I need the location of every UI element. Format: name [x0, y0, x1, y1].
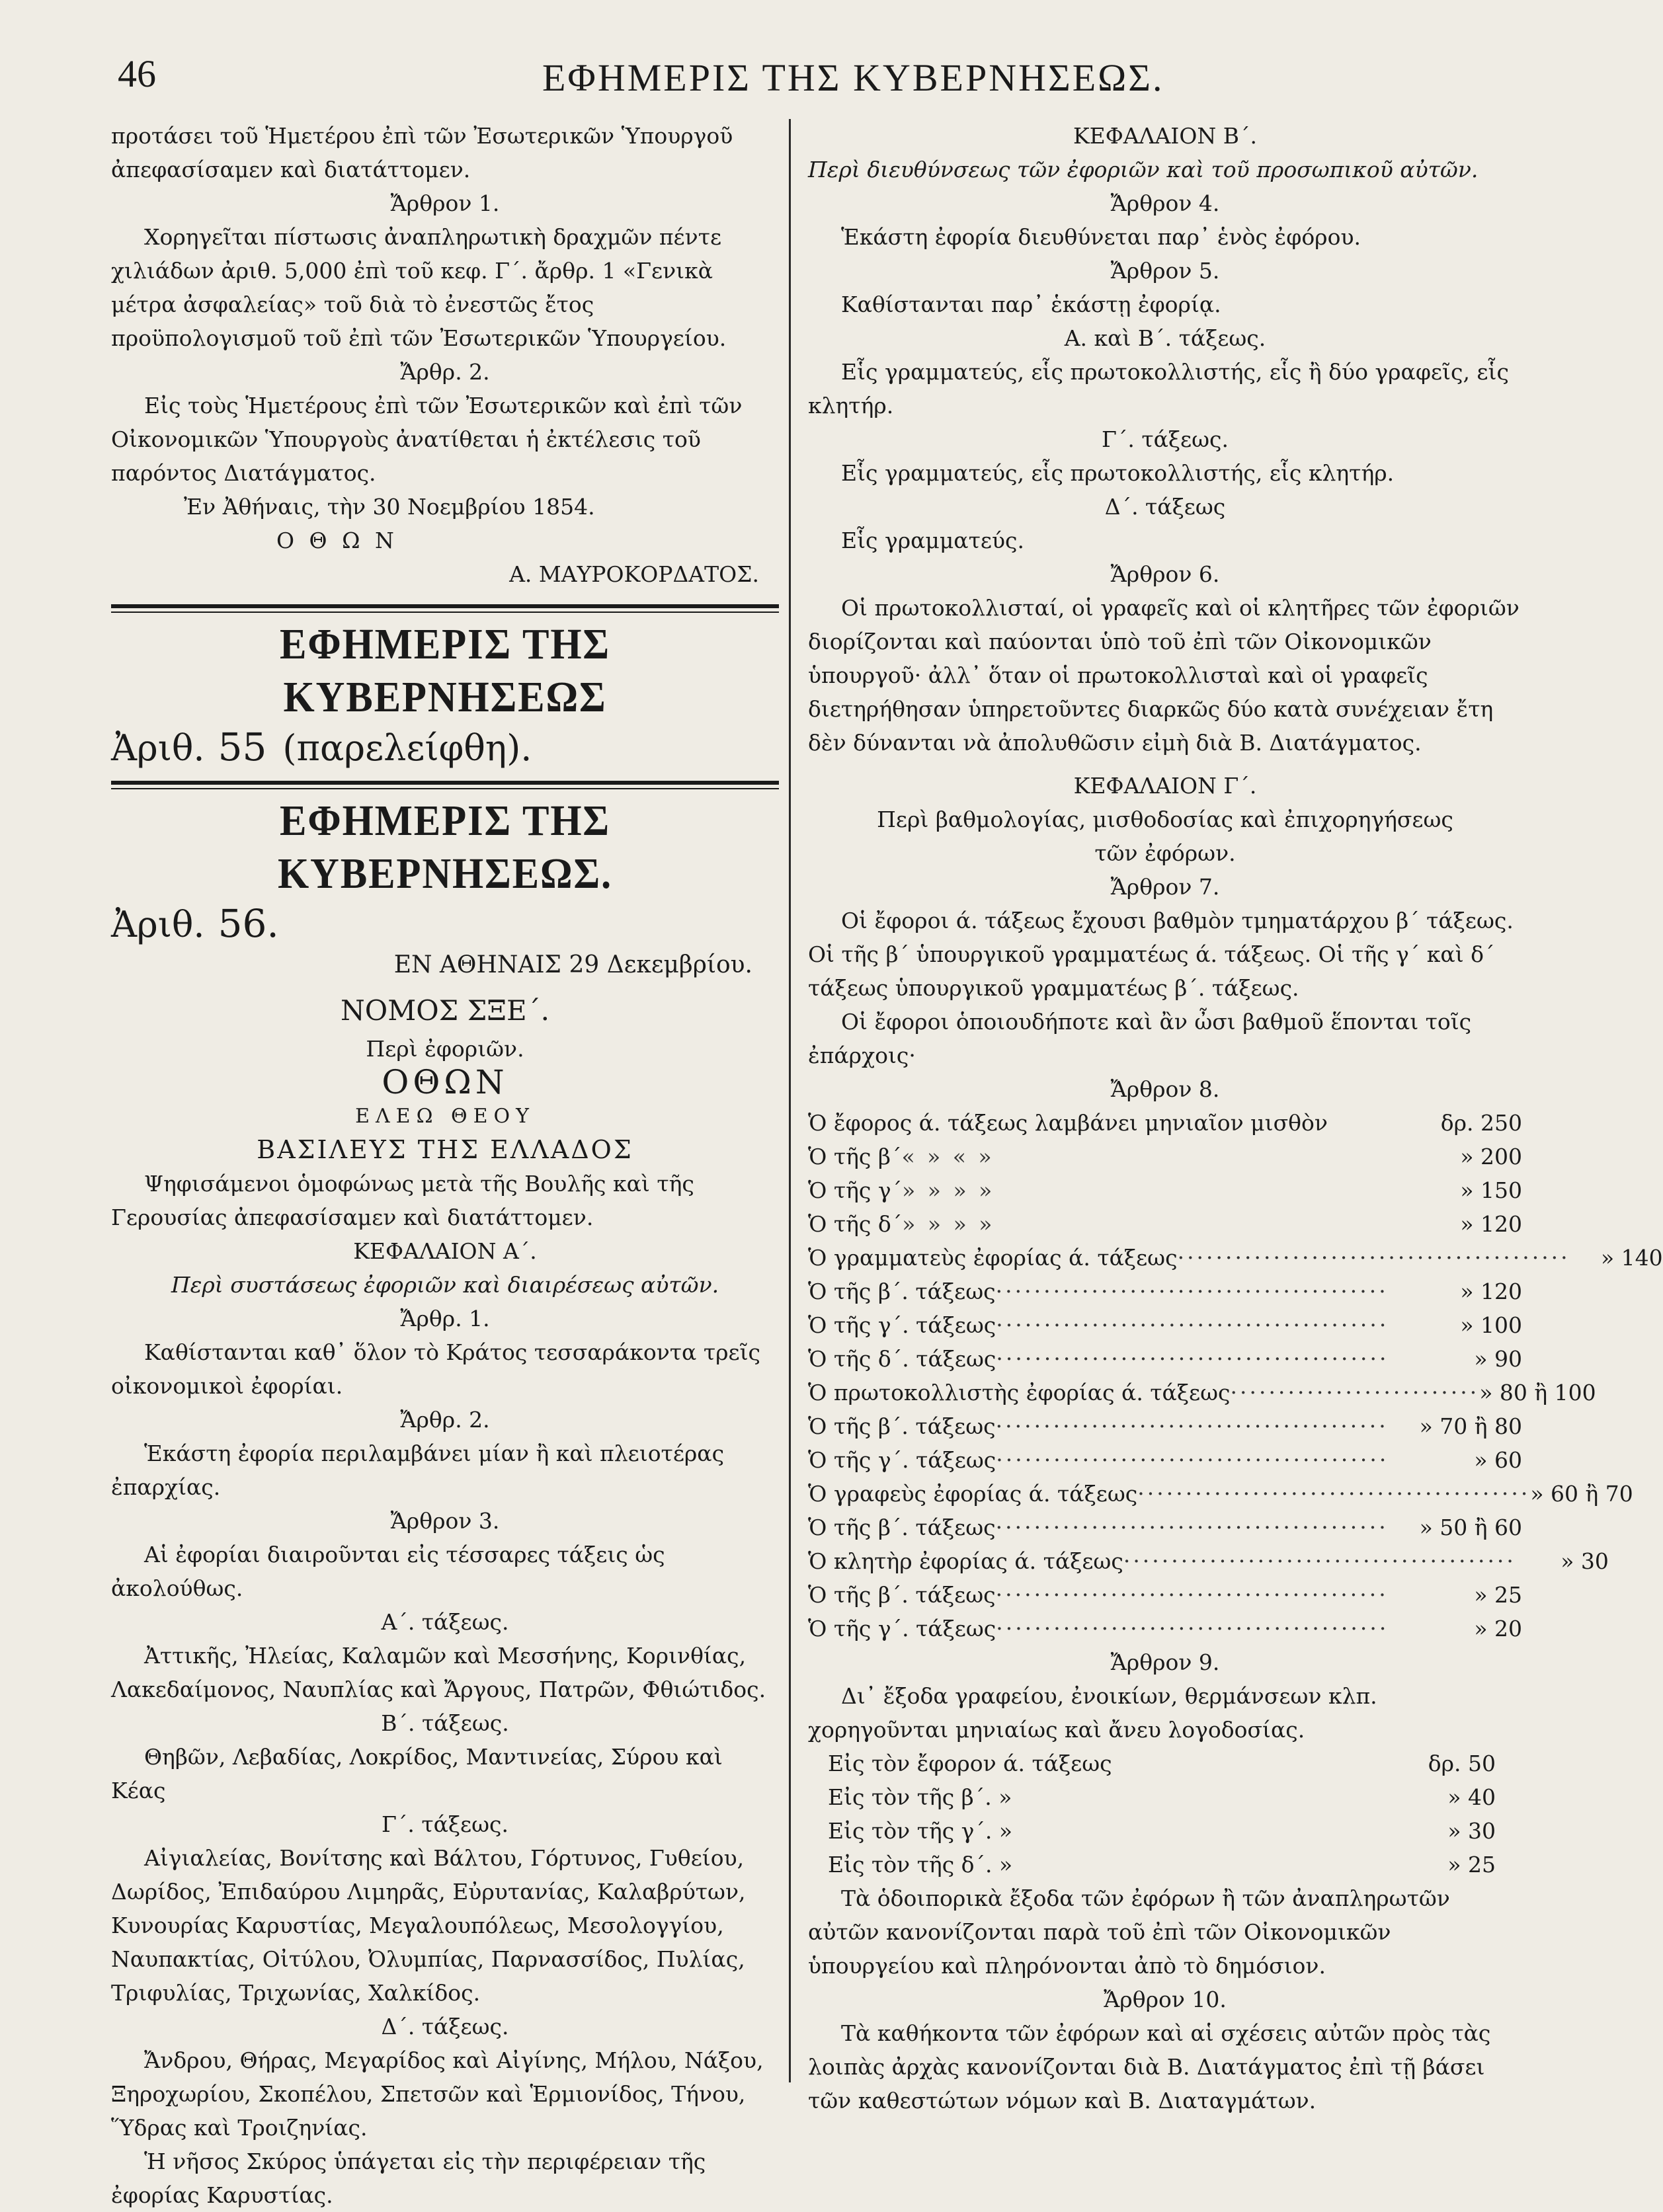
issue-prefix: Ἀριθ.	[111, 904, 205, 945]
salary-leader: ·········································	[995, 1515, 1389, 1540]
salary-row	[808, 1342, 1522, 1376]
expense-row	[808, 1814, 1522, 1848]
salary-value: » 25	[1474, 1582, 1522, 1608]
salary-value: » 60	[1474, 1447, 1522, 1473]
column-divider	[789, 119, 791, 2082]
salary-leader: ·········································	[1177, 1245, 1570, 1271]
expense-row	[808, 1747, 1522, 1780]
salary-leader: » » » »	[902, 1211, 995, 1237]
salary-label: Ὁ τῆς δ΄	[808, 1211, 903, 1237]
expense-label: Εἰς τὸν τῆς δ΄. »	[828, 1852, 1013, 1877]
article-title: Ἄρθρ. 2.	[400, 1407, 490, 1433]
salary-value: δρ. 250	[1440, 1110, 1522, 1136]
king-title: ΒΑΣΙΛΕΥΣ ΤΗΣ ΕΛΛΑΔΟΣ	[257, 1135, 633, 1164]
chapter-heading: ΚΕΦΑΛΑΙΟΝ Β΄.	[1073, 123, 1257, 149]
salary-leader: ··························	[1230, 1380, 1480, 1405]
salary-value: » 120	[1460, 1279, 1522, 1304]
staff-list: Εἷς γραμματεύς.	[841, 528, 1024, 553]
expense-row	[808, 1848, 1522, 1881]
running-title: ΕΦΗΜΕΡΙΣ ΤΗΣ ΚΥΒΕΡΝΗΣΕΩΣ.	[542, 56, 1164, 99]
salary-label: Ὁ πρωτοκολλιστὴς ἐφορίας ά. τάξεως	[808, 1380, 1231, 1405]
article-text: Οἱ ἔφοροι ὁποιουδήποτε καὶ ἂν ὦσι βαθμοῦ ἕπονται τοῖς ἐπάρχοις·	[808, 1009, 1472, 1068]
salary-row	[808, 1443, 1522, 1477]
salary-label: Ὁ τῆς δ΄. τάξεως	[808, 1346, 996, 1372]
salary-leader: ·········································	[995, 1582, 1389, 1608]
salary-leader: ·········································	[996, 1346, 1389, 1372]
article-text: Τὰ ὁδοιπορικὰ ἔξοδα τῶν ἐφόρων ἢ τῶν ἀναπληρωτῶν αὐτῶν κανονίζονται παρὰ τοῦ ἐπὶ τῶν Οἰκονομικῶν ὑπουργείου καὶ πληρόνονται ἀπὸ τὸ δημόσιον.	[808, 1885, 1450, 1979]
law-title: ΝΟΜΟΣ ΣΞΕ΄.	[341, 994, 549, 1027]
issue-date: ΕΝ ΑΘΗΝΑΙΣ 29 Δεκεμβρίου.	[393, 951, 752, 978]
salary-label: Ὁ τῆς β΄	[808, 1144, 902, 1169]
salary-label: Ὁ τῆς γ΄. τάξεως	[808, 1616, 996, 1641]
salary-label: Ὁ τῆς γ΄. τάξεως	[808, 1312, 996, 1338]
expense-table	[808, 1747, 1522, 1881]
expense-value: » 30	[1447, 1818, 1496, 1844]
article-title: Ἄρθρον 5.	[1110, 258, 1220, 284]
salary-leader: « » « »	[901, 1144, 994, 1169]
article-title: Ἄρθρον 9.	[1110, 1649, 1220, 1675]
article-text: Χορηγεῖται πίστωσις ἀναπληρωτικὴ δραχμῶν πέντε χιλιάδων ἀριθ. 5,000 ἐπὶ τοῦ κεφ. Γ΄. ἄρθρ. 1 «Γενικὰ μέτρα ἀσφαλείας» τοῦ διὰ τὸ ἐνεστῶς ἔτος προϋπολογισμοῦ τοῦ ἐπὶ τῶν Ἐσωτερικῶν Ὑπουργείου.	[111, 224, 727, 351]
issue-prefix: Ἀριθ.	[111, 727, 205, 769]
article-text: Εἰς τοὺς Ἡμετέρους ἐπὶ τῶν Ἐσωτερικῶν καὶ ἐπὶ τῶν Οἰκονομικῶν Ὑπουργοὺς ἀνατίθεται ἡ ἐκτέλεσις τοῦ παρόντος Διατάγματος.	[111, 393, 743, 486]
expense-label: Εἰς τὸν ἔφορον ά. τάξεως	[828, 1751, 1112, 1776]
salary-leader: ·········································	[995, 1413, 1389, 1439]
signature-king: Ο Θ Ω Ν	[276, 528, 398, 553]
article-text: Οἱ ἔφοροι ά. τάξεως ἔχουσι βαθμὸν τμηματάρχου β΄ τάξεως. Οἱ τῆς β΄ ὑπουργικοῦ γραμματέως ά. τάξεως. Οἱ τῆς γ΄ καὶ δ΄ τάξεως ὑπουργικοῦ γραμματέως β΄. τάξεως.	[808, 908, 1514, 1001]
chapter-subject-cont: τῶν ἐφόρων.	[1094, 840, 1236, 866]
salary-row	[808, 1409, 1522, 1443]
salary-label: Ὁ τῆς β΄. τάξεως	[808, 1413, 996, 1439]
expense-value: δρ. 50	[1428, 1751, 1496, 1776]
salary-value: » 100	[1460, 1312, 1522, 1338]
class-heading: Γ΄. τάξεως.	[381, 1811, 509, 1837]
salary-label: Ὁ γραφεὺς ἐφορίας ά. τάξεως	[808, 1481, 1138, 1507]
double-rule	[111, 604, 779, 613]
class-list: Ἀττικῆς, Ἠλείας, Καλαμῶν καὶ Μεσσήνης, Κορινθίας, Λακεδαίμονος, Ναυπλίας καὶ Ἄργους, Πατρῶν, Φθιώτιδος.	[111, 1643, 766, 1702]
class-heading: Α΄. τάξεως.	[381, 1609, 509, 1635]
salary-row	[808, 1241, 1663, 1275]
intro-paragraph: προτάσει τοῦ Ἡμετέρου ἐπὶ τῶν Ἐσωτερικῶν Ὑπουργοῦ ἀπεφασίσαμεν καὶ διατάττομεν.	[111, 123, 733, 182]
salary-leader: ·········································	[1137, 1481, 1531, 1507]
issue-line	[111, 724, 779, 771]
issue-note: (παρελείφθη).	[282, 727, 532, 769]
salary-leader: ·········································	[996, 1312, 1389, 1338]
class-heading: Δ΄. τάξεως.	[381, 2014, 509, 2039]
salary-value: » 60 ἢ 70	[1530, 1481, 1633, 1507]
gazette-title: ΕΦΗΜΕΡΙΣ ΤΗΣ ΚΥΒΕΡΝΗΣΕΩΣ.	[277, 797, 613, 898]
article-text: Αἱ ἐφορίαι διαιροῦνται εἰς τέσσαρες τάξεις ὡς ἀκολούθως.	[111, 1542, 665, 1601]
article-text: Ἑκάστη ἐφορία διευθύνεται παρ᾿ ἑνὸς ἐφόρου.	[841, 224, 1361, 250]
class-list: Θηβῶν, Λεβαδίας, Λοκρίδος, Μαντινείας, Σύρου καὶ Κέας	[111, 1744, 723, 1803]
preamble: Ψηφισάμενοι ὁμοφώνως μετὰ τῆς Βουλῆς καὶ τῆς Γερουσίας ἀπεφασίσαμεν καὶ διατάττομεν.	[111, 1171, 694, 1230]
salary-row	[808, 1106, 1522, 1140]
class-heading: Γ΄. τάξεως.	[1101, 426, 1229, 452]
salary-row	[808, 1173, 1522, 1207]
salary-row	[808, 1578, 1522, 1612]
class-list: Ἄνδρου, Θήρας, Μεγαρίδος καὶ Αἰγίνης, Μήλου, Νάξου, Ξηροχωρίου, Σκοπέλου, Σπετσῶν καὶ Ἑρμιονίδος, Τήνου, Ὕδρας καὶ Τροιζηνίας.	[111, 2047, 764, 2141]
salary-value: » 20	[1474, 1616, 1522, 1641]
salary-row	[808, 1612, 1522, 1645]
salary-label: Ὁ γραμματεὺς ἐφορίας ά. τάξεως	[808, 1245, 1178, 1271]
law-subject: Περὶ ἐφοριῶν.	[366, 1036, 524, 1062]
class-list: Αἰγιαλείας, Βονίτσης καὶ Βάλτου, Γόρτυνος, Γυθείου, Δωρίδος, Ἐπιδαύρου Λιμηρᾶς, Εὐρυτανίας, Καλαβρύτων, Κυνουρίας Καρυστίας, Μεγαλουπόλεως, Μεσολογγίου, Ναυπακτίας, Οἰτύλου, Ὀλυμπίας, Παρνασσίδος, Πυλίας, Τριφυλίας, Τριχωνίας, Χαλκίδος.	[111, 1845, 746, 2006]
salary-leader: ·········································	[1123, 1548, 1516, 1574]
article-title: Ἄρθρον 6.	[1110, 561, 1220, 587]
salary-value: » 70 ἢ 80	[1419, 1413, 1522, 1439]
salary-row	[808, 1140, 1522, 1173]
article-title: Ἄρθρον 3.	[390, 1508, 500, 1534]
gazette-title: ΕΦΗΜΕΡΙΣ ΤΗΣ ΚΥΒΕΡΝΗΣΕΩΣ	[280, 620, 610, 721]
article-title: Ἄρθρον 7.	[1110, 874, 1220, 900]
expense-label: Εἰς τὸν τῆς γ΄. »	[828, 1818, 1013, 1844]
page-number: 46	[118, 52, 156, 95]
salary-row	[808, 1376, 1596, 1409]
chapter-subject: Περὶ διευθύνσεως τῶν ἐφοριῶν καὶ τοῦ προσωπικοῦ αὐτῶν.	[808, 157, 1479, 182]
article-text: Τὰ καθήκοντα τῶν ἐφόρων καὶ αἱ σχέσεις αὐτῶν πρὸς τὰς λοιπὰς ἀρχὰς κανονίζονται διὰ Β. Διατάγματος ἐπὶ τῇ βάσει τῶν καθεστώτων νόμων καὶ Β. Διαταγμάτων.	[808, 2020, 1491, 2113]
salary-label: Ὁ τῆς γ΄	[808, 1177, 903, 1203]
staff-list: Εἷς γραμματεύς, εἷς πρωτοκολλιστής, εἷς ἢ δύο γραφεῖς, εἷς κλητήρ.	[808, 359, 1509, 418]
double-rule	[111, 781, 779, 789]
salary-row	[808, 1544, 1609, 1578]
salary-table	[808, 1106, 1663, 1645]
left-column	[111, 119, 779, 2212]
salary-leader: ·········································	[996, 1616, 1389, 1641]
class-heading: Δ΄. τάξεως	[1104, 494, 1226, 520]
salary-value: » 80 ἢ 100	[1479, 1380, 1596, 1405]
chapter-heading: ΚΕΦΑΛΑΙΟΝ Γ΄.	[1073, 773, 1257, 799]
salary-leader: ·········································	[996, 1447, 1389, 1473]
article-title: Ἄρθρον 4.	[1110, 190, 1220, 216]
chapter-subject: Περὶ βαθμολογίας, μισθοδοσίας καὶ ἐπιχορηγήσεως	[877, 807, 1453, 832]
article-title: Ἄρθρον 1.	[390, 190, 500, 216]
king-name: ΟΘΩΝ	[382, 1063, 508, 1101]
chapter-heading: ΚΕΦΑΛΑΙΟΝ Α΄.	[353, 1238, 537, 1264]
salary-value: » 120	[1460, 1211, 1522, 1237]
salary-label: Ὁ ἔφορος ά. τάξεως λαμβάνει μηνιαῖον μισθὸν	[808, 1110, 1328, 1136]
staff-list: Εἷς γραμματεύς, εἷς πρωτοκολλιστής, εἷς κλητήρ.	[841, 460, 1395, 486]
right-column	[808, 119, 1663, 2117]
salary-value: » 50 ἢ 60	[1419, 1515, 1522, 1540]
expense-row	[808, 1780, 1522, 1814]
salary-label: Ὁ τῆς γ΄. τάξεως	[808, 1447, 996, 1473]
article-text: Καθίστανται καθ᾿ ὅλον τὸ Κράτος τεσσαράκοντα τρεῖς οἰκονομικοὶ ἐφορίαι.	[111, 1339, 760, 1399]
salary-value: » 90	[1474, 1346, 1522, 1372]
article-title: Ἄρθρον 8.	[1110, 1076, 1220, 1102]
article-title: Ἄρθρ. 1.	[400, 1306, 490, 1331]
class-heading: Α. καὶ Β΄. τάξεως.	[1064, 325, 1266, 351]
article-text: Οἱ πρωτοκολλισταί, οἱ γραφεῖς καὶ οἱ κλητῆρες τῶν ἐφοριῶν διορίζονται καὶ παύονται ὑπὸ τοῦ ἐπὶ τῶν Οἰκονομικῶν ὑπουργοῦ· ἀλλ᾿ ὅταν οἱ πρωτοκολλισταὶ καὶ οἱ γραφεῖς διετηρήθησαν ὑπηρετοῦντες διαρκῶς δύο κατὰ συνέχειαν ἔτη δὲν δύνανται νὰ ἀπολυθῶσιν εἰμὴ διὰ Β. Διατάγματος.	[808, 595, 1520, 756]
expense-value: » 25	[1447, 1852, 1496, 1877]
skyros-note: Ἡ νῆσος Σκύρος ὑπάγεται εἰς τὴν περιφέρειαν τῆς ἐφορίας Καρυστίας.	[111, 2149, 706, 2208]
chapter-subject: Περὶ συστάσεως ἐφοριῶν καὶ διαιρέσεως αὐτῶν.	[171, 1272, 719, 1298]
issue-number: 56.	[218, 901, 279, 946]
signature-minister: Α. ΜΑΥΡΟΚΟΡΔΑΤΟΣ.	[509, 561, 759, 587]
salary-value: » 150	[1460, 1177, 1522, 1203]
article-text: Δι᾿ ἔξοδα γραφείου, ἐνοικίων, θερμάνσεων κλπ. χορηγοῦνται μηνιαίως καὶ ἄνευ λογοδοσίας.	[808, 1683, 1377, 1743]
date-line: Ἐν Ἀθήναις, τὴν 30 Νοεμβρίου 1854.	[184, 494, 595, 520]
issue-number: 55	[218, 725, 267, 770]
article-title: Ἄρθρ. 2.	[400, 359, 490, 385]
by-grace: ΕΛΕΩ ΘΕΟΥ	[355, 1105, 535, 1128]
salary-row	[808, 1308, 1522, 1342]
expense-label: Εἰς τὸν τῆς β΄. »	[828, 1784, 1012, 1810]
expense-value: » 40	[1447, 1784, 1496, 1810]
salary-row	[808, 1477, 1633, 1511]
salary-label: Ὁ τῆς β΄. τάξεως	[808, 1515, 996, 1540]
article-text: Καθίστανται παρ᾿ ἑκάστῃ ἐφορίᾳ.	[841, 292, 1221, 317]
salary-row	[808, 1511, 1522, 1544]
salary-value: » 200	[1460, 1144, 1522, 1169]
salary-value: » 30	[1561, 1548, 1609, 1574]
salary-label: Ὁ κλητὴρ ἐφορίας ά. τάξεως	[808, 1548, 1123, 1574]
article-title: Ἄρθρον 10.	[1104, 1987, 1227, 2012]
salary-label: Ὁ τῆς β΄. τάξεως	[808, 1582, 996, 1608]
salary-row	[808, 1275, 1522, 1308]
class-heading: Β΄. τάξεως.	[381, 1710, 509, 1736]
article-text: Ἑκάστη ἐφορία περιλαμβάνει μίαν ἢ καὶ πλειοτέρας ἐπαρχίας.	[111, 1441, 725, 1500]
salary-leader: » » » »	[902, 1177, 995, 1203]
salary-value: » 140	[1601, 1245, 1663, 1271]
salary-label: Ὁ τῆς β΄. τάξεως	[808, 1279, 996, 1304]
issue-line	[111, 900, 779, 948]
salary-leader: ·········································	[995, 1279, 1389, 1304]
salary-row	[808, 1207, 1522, 1241]
